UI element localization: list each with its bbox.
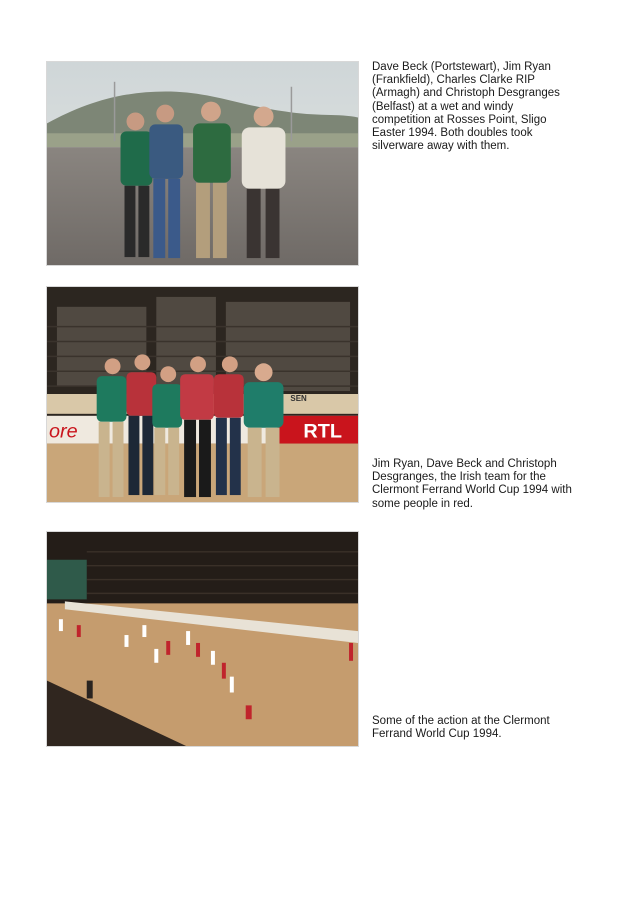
caption-world-cup-action: Some of the action at the Clermont Ferrand World Cup 1994. xyxy=(372,715,550,741)
caption-world-cup-team: Jim Ryan, Dave Beck and Christoph Desgranges, the Irish team for the Clermont Ferrand World Cup 1994 with some people in red. xyxy=(372,458,572,510)
caption-rosses-point: Dave Beck (Portstewart), Jim Ryan (Frankfield), Charles Clarke RIP (Armagh) and Christoph Desgranges (Belfast) at a wet and windy competition at Rosses Point, Sligo Easter 1994. Both doubles took silverware away with them. xyxy=(372,61,560,153)
banner-right-text: RTL xyxy=(303,420,342,443)
photo-world-cup-team xyxy=(46,286,359,503)
photo-world-cup-team-image xyxy=(47,287,358,502)
photo-rosses-point-image xyxy=(47,62,358,265)
photo-rosses-point xyxy=(46,61,359,266)
photo-world-cup-action xyxy=(46,531,359,747)
banner-sen-text: SEN xyxy=(290,393,307,403)
photo-world-cup-action-image xyxy=(47,532,358,746)
banner-left-text: ore xyxy=(48,420,78,443)
